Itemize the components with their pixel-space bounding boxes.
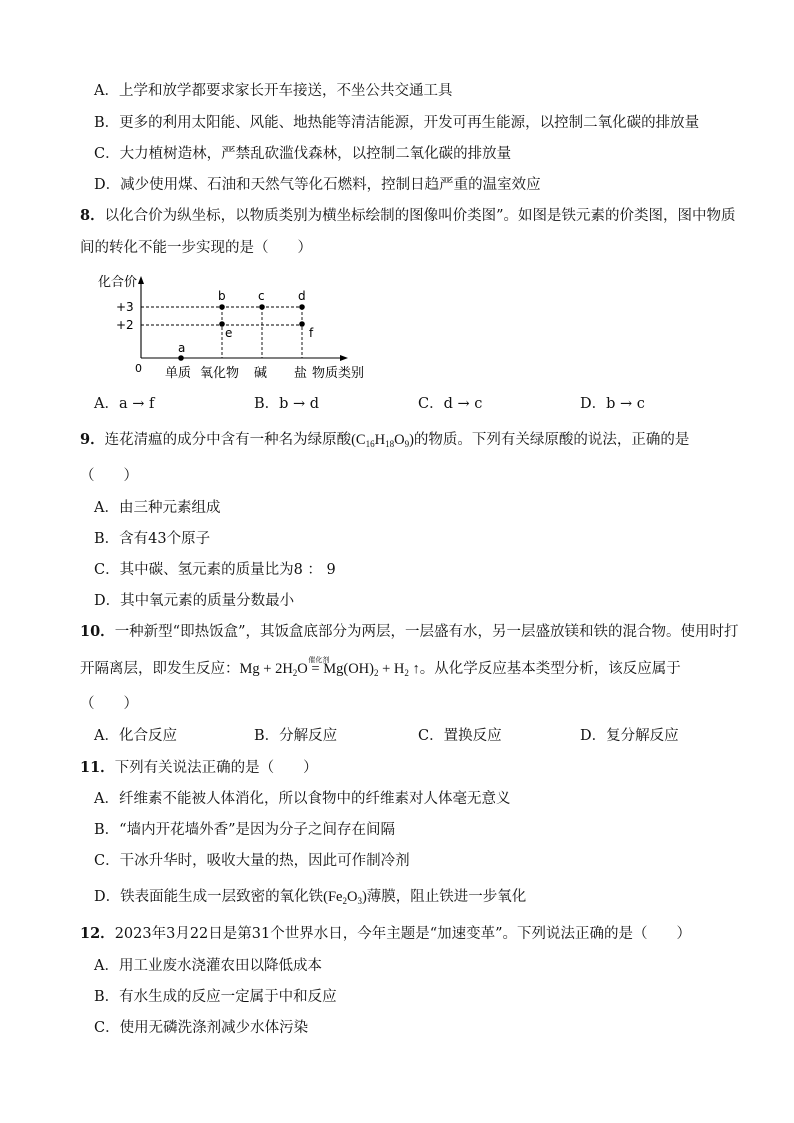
x-axis-arrow: [340, 355, 348, 361]
q8-text1: 以化合价为纵坐标，以物质类别为横坐标绘制的图像叫价类图”。如图是铁元素的价类图，图中物质: [104, 208, 736, 224]
q9-option-c: C．其中碳、氢元素的质量比为8 ： 9: [94, 562, 336, 578]
origin-label: 0: [135, 362, 142, 375]
point-b: [219, 304, 225, 310]
q10-option-a: A．化合反应: [94, 728, 177, 744]
q9-stem-line1: [80, 430, 689, 454]
point-e: [219, 321, 225, 327]
q8-option-c: C．d → c: [418, 396, 483, 412]
q11-option-d: [94, 887, 526, 911]
point-label-d: d: [298, 289, 306, 303]
tick-plus3: +3: [116, 300, 134, 314]
q7-option-d: D．减少使用煤、石油和天然气等化石燃料，控制日趋严重的温室效应: [94, 177, 541, 193]
q12-option-c: C．使用无磷洗涤剂减少水体污染: [94, 1020, 309, 1036]
q8-stem-line2: 间的转化不能一步实现的是（ ）: [80, 240, 312, 256]
q11-option-b: B．“墙内开花墙外香”是因为分子之间存在间隔: [94, 822, 395, 838]
q9-option-b: B．含有43个原子: [94, 531, 211, 547]
y-axis-arrow: [138, 276, 144, 284]
point-d: [299, 304, 305, 310]
q10-text2a: 开隔离层，即发生反应：: [80, 661, 240, 677]
q11-text: 下列有关说法正确的是（ ）: [114, 760, 318, 776]
point-label-a: a: [178, 341, 186, 355]
q11-formula: $(Fe_2O_3)$: [323, 889, 367, 906]
q11-option-c: C．干冰升华时，吸收大量的热，因此可作制冷剂: [94, 853, 410, 869]
q12-option-a: A．用工业废水浇灌农田以降低成本: [94, 958, 322, 974]
q9-text1: 连花清瘟的成分中含有一种名为绿原酸: [104, 432, 352, 448]
q11-stem: [80, 758, 318, 778]
y-axis-label: 化合价: [98, 275, 138, 290]
q12-number: 12．: [80, 925, 115, 942]
q10-number: 10．: [80, 623, 115, 640]
q11-option-d-text2: 薄膜，阻止铁进一步氧化: [366, 889, 527, 905]
q10-option-d: D．复分解反应: [580, 728, 679, 744]
q9-option-d: D．其中氧元素的质量分数最小: [94, 593, 295, 609]
q11-number: 11．: [80, 759, 115, 776]
q12-option-b: B．有水生成的反应一定属于中和反应: [94, 989, 337, 1005]
tick-plus2: +2: [116, 318, 134, 332]
point-label-e: e: [225, 326, 233, 340]
point-label-f: f: [309, 326, 314, 340]
q10-text2b: 。从化学反应基本类型分析，该反应属于: [419, 661, 681, 677]
q9-number: 9．: [80, 431, 105, 448]
q10-equation: $Mg + 2H_2O$ = 催化剂 $Mg(OH)_2 + H_2$ ↑: [240, 661, 420, 677]
q10-stem-line3: （ ）: [80, 696, 138, 712]
point-a: [178, 355, 184, 361]
q10-option-b: B．分解反应: [254, 728, 338, 744]
q12-stem: [80, 924, 691, 944]
q9-stem-line2: （ ）: [80, 468, 138, 484]
q10-stem-line2: [80, 656, 681, 683]
q7-option-c: C．大力植树造林，严禁乱砍滥伐森林，以控制二氧化碳的排放量: [94, 146, 512, 162]
q7-option-b: B．更多的利用太阳能、风能、地热能等清洁能源，开发可再生能源，以控制二氧化碳的排放量: [94, 115, 700, 131]
q10-stem-line1: [80, 622, 739, 642]
category-label: 碱: [254, 366, 268, 381]
q10-catalyst: 催化剂: [308, 656, 330, 664]
x-axis-label: 物质类别: [312, 366, 365, 381]
q11-option-a: A．纤维素不能被人体消化，所以食物中的纤维素对人体毫无意义: [94, 791, 511, 807]
q10-text1: 一种新型“即热饭盒”，其饭盒底部分为两层，一层盛有水，另一层盛放镁和铁的混合物。使用时打: [114, 624, 739, 640]
point-f: [299, 321, 305, 327]
q8-option-a: A．a → f: [94, 396, 155, 412]
iron-valence-chart: [80, 268, 380, 388]
category-label: 单质: [165, 366, 192, 381]
q8-stem-line1: [80, 206, 736, 226]
point-label-c: c: [258, 289, 265, 303]
category-label: 氧化物: [200, 366, 240, 381]
q9-option-a: A．由三种元素组成: [94, 500, 221, 516]
q12-text: 2023年3月22日是第31个世界水日，今年主题是“加速变革”。下列说法正确的是（ ）: [114, 926, 692, 942]
q9-text1b: 的物质。下列有关绿原酸的说法，正确的是: [413, 432, 690, 448]
point-label-b: b: [218, 289, 226, 303]
q8-option-b: B．b → d: [254, 396, 320, 412]
q8-option-d: D．b → c: [580, 396, 645, 412]
q11-option-d-text1: D．铁表面能生成一层致密的氧化铁: [94, 889, 324, 905]
q10-option-c: C．置换反应: [418, 728, 502, 744]
q8-number: 8．: [80, 207, 105, 224]
q9-formula: $(C_{16}H_{18}O_9)$: [351, 432, 414, 449]
point-c: [259, 304, 265, 310]
category-label: 盐: [294, 366, 308, 381]
q7-option-a: A．上学和放学都要求家长开车接送，不坐公共交通工具: [94, 83, 453, 99]
